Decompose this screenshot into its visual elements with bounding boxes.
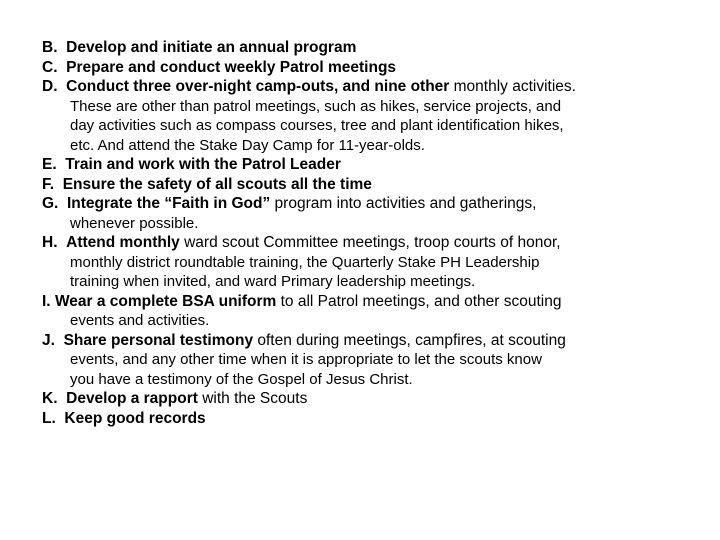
list-item-continuation: day activities such as compass courses, tree and plant identification hikes,: [70, 117, 564, 134]
list-marker: D.: [42, 78, 58, 95]
list-item-lead: Develop a rapport: [66, 390, 198, 407]
list-item-continuation: events, and any other time when it is appropriate to let the scouts know: [70, 351, 542, 368]
list-item-line: [42, 292, 682, 312]
list-item-k: [42, 389, 682, 409]
list-marker: F.: [42, 175, 55, 193]
list-item-lead: Share personal testimony: [63, 331, 254, 349]
list-item-continuation: whenever possible.: [70, 214, 199, 232]
list-marker: I.: [42, 292, 51, 310]
list-item-l: [42, 409, 682, 429]
list-item-e: [42, 155, 682, 175]
list-marker: G.: [42, 195, 59, 212]
list-item-h: [42, 233, 682, 292]
list-item-lead: Prepare and conduct weekly Patrol meetings: [66, 58, 397, 76]
list-item-line: [42, 155, 682, 175]
list-marker: C.: [42, 58, 58, 76]
list-item-b: [42, 38, 682, 58]
list-item-g: [42, 194, 682, 233]
list-item-lead: Train and work with the Patrol Leader: [65, 156, 341, 173]
list-item-text: ward scout Committee meetings, troop courts of honor,: [179, 234, 561, 251]
list-marker: K.: [42, 390, 58, 407]
list-item-lead: Keep good records: [64, 409, 206, 427]
list-item-lead: Integrate the “Faith in God”: [67, 195, 271, 212]
list-item-lead: Attend monthly: [66, 234, 180, 251]
responsibility-list: [42, 38, 682, 428]
list-item-text: to all Patrol meetings, and other scouting: [276, 292, 562, 310]
list-item-i: [42, 292, 682, 331]
list-marker: L.: [42, 409, 56, 427]
list-item-line: [42, 194, 682, 214]
list-item-continuation: events and activities.: [70, 312, 210, 329]
list-marker: B.: [42, 39, 58, 56]
list-item-line: [42, 409, 682, 429]
list-item-c: [42, 58, 682, 78]
list-item-text: monthly activities.: [449, 78, 576, 95]
list-item-lead: Conduct three over-night camp-outs, and nine other: [66, 78, 450, 95]
list-item-line: [42, 331, 682, 351]
list-marker: H.: [42, 234, 58, 251]
list-item-lead: Ensure the safety of all scouts all the time: [62, 175, 372, 193]
list-item-continuation: training when invited, and ward Primary leadership meetings.: [70, 273, 476, 290]
list-item-text: often during meetings, campfires, at scouting: [253, 331, 566, 349]
list-item-line: [42, 58, 682, 78]
list-item-text: with the Scouts: [197, 390, 308, 407]
list-item-j: [42, 331, 682, 390]
list-item-line: [42, 233, 682, 253]
list-item-d: [42, 77, 682, 155]
list-item-line: [42, 38, 682, 58]
list-item-line: [42, 175, 682, 195]
list-item-line: [42, 389, 682, 409]
list-item-continuation: etc. And attend the Stake Day Camp for 11-year-olds.: [70, 136, 425, 154]
list-item-lead: Wear a complete BSA uniform: [54, 292, 277, 310]
list-item-lead: Develop and initiate an annual program: [66, 39, 357, 56]
list-item-text: program into activities and gatherings,: [270, 195, 537, 212]
list-item-line: [42, 77, 682, 97]
list-item-continuation: you have a testimony of the Gospel of Jesus Christ.: [70, 370, 413, 388]
list-item-continuation: These are other than patrol meetings, such as hikes, service projects, and: [70, 97, 562, 115]
list-item-f: [42, 175, 682, 195]
list-marker: E.: [42, 156, 57, 173]
list-item-continuation: monthly district roundtable training, the Quarterly Stake PH Leadership: [70, 253, 540, 271]
list-marker: J.: [42, 331, 55, 349]
